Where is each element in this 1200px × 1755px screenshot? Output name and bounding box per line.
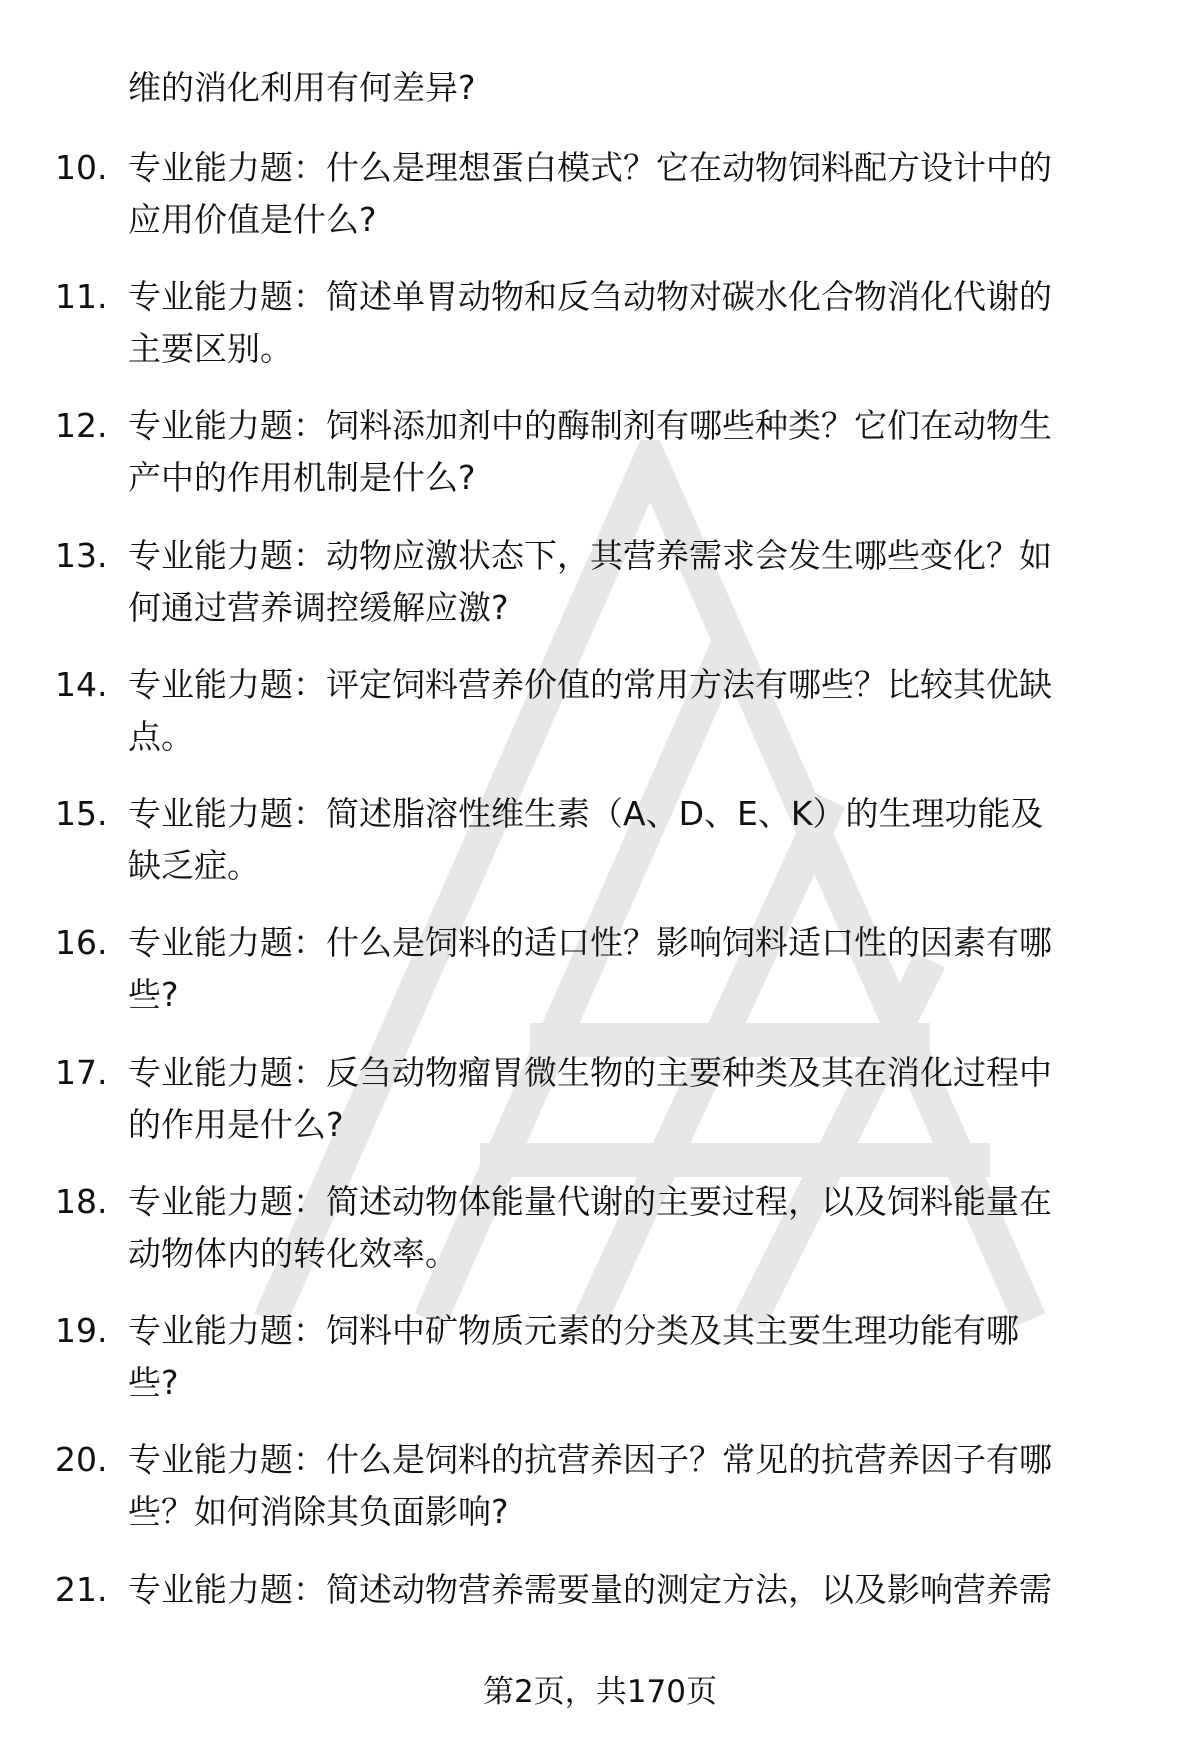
question-number: 12. — [55, 406, 108, 445]
question-line: 专业能力题：简述脂溶性维生素（A、D、E、K）的生理功能及 — [128, 794, 1044, 833]
question-line: 应用价值是什么? — [128, 200, 377, 239]
question-line: 专业能力题：简述动物营养需要量的测定方法，以及影响营养需 — [128, 1570, 1052, 1609]
question-line: 专业能力题：什么是饲料的适口性？影响饲料适口性的因素有哪 — [128, 923, 1052, 962]
question-number: 18. — [55, 1182, 108, 1221]
question-line: 专业能力题：动物应激状态下，其营养需求会发生哪些变化？如 — [128, 536, 1052, 575]
question-line: 点。 — [128, 717, 194, 756]
question-number: 11. — [55, 277, 108, 316]
question-line: 些？如何消除其负面影响? — [128, 1492, 509, 1531]
question-line: 的作用是什么? — [128, 1105, 344, 1144]
question-line: 专业能力题：简述单胃动物和反刍动物对碳水化合物消化代谢的 — [128, 277, 1052, 316]
question-line: 专业能力题：什么是饲料的抗营养因子？常见的抗营养因子有哪 — [128, 1440, 1052, 1479]
question-line: 专业能力题：简述动物体能量代谢的主要过程，以及饲料能量在 — [128, 1182, 1052, 1221]
question-number: 20. — [55, 1440, 108, 1479]
question-number: 19. — [55, 1311, 108, 1350]
question-line: 主要区别。 — [128, 329, 293, 368]
question-line: 专业能力题：饲料添加剂中的酶制剂有哪些种类？它们在动物生 — [128, 406, 1052, 445]
question-line: 动物体内的转化效率。 — [128, 1234, 458, 1273]
question-number: 17. — [55, 1053, 108, 1092]
question-line: 专业能力题：什么是理想蛋白模式？它在动物饲料配方设计中的 — [128, 148, 1052, 187]
question-number: 13. — [55, 536, 108, 575]
question-number: 10. — [55, 148, 108, 187]
question-line: 何通过营养调控缓解应激? — [128, 588, 509, 627]
question-number: 15. — [55, 794, 108, 833]
question-number: 14. — [55, 665, 108, 704]
continued-question-text: 维的消化利用有何差异? — [128, 68, 476, 107]
question-number: 16. — [55, 923, 108, 962]
question-line: 专业能力题：饲料中矿物质元素的分类及其主要生理功能有哪 — [128, 1311, 1019, 1350]
page-number-footer: 第2页，共170页 — [483, 1674, 717, 1710]
question-line: 专业能力题：反刍动物瘤胃微生物的主要种类及其在消化过程中 — [128, 1053, 1052, 1092]
question-line: 产中的作用机制是什么? — [128, 458, 476, 497]
question-line: 专业能力题：评定饲料营养价值的常用方法有哪些？比较其优缺 — [128, 665, 1052, 704]
question-line: 些? — [128, 975, 179, 1014]
question-line: 些? — [128, 1363, 179, 1402]
question-number: 21. — [55, 1570, 108, 1609]
question-line: 缺乏症。 — [128, 846, 260, 885]
